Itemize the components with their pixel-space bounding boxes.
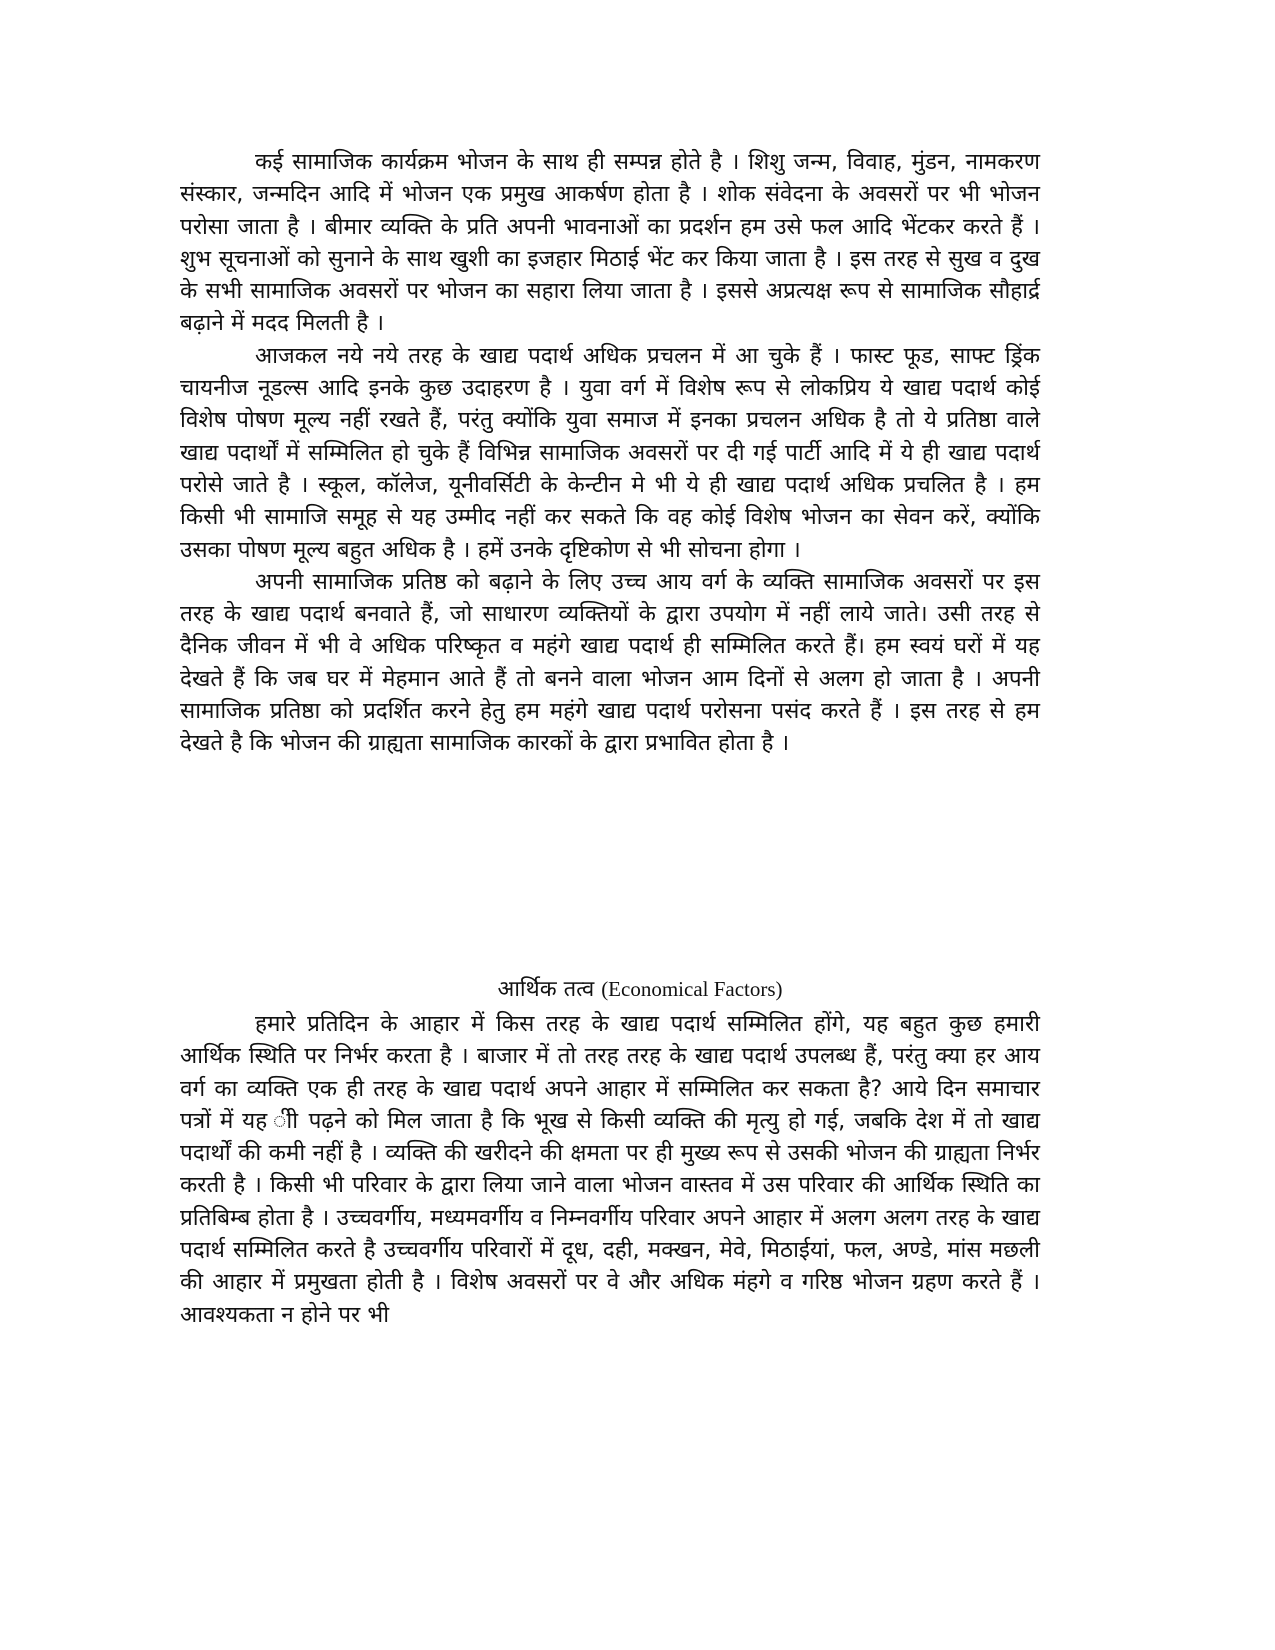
social-factors-section (180, 146, 1040, 760)
economic-factors-section (180, 1008, 1040, 1331)
paragraph-fast-food: आजकल नये नये तरह के खाद्य पदार्थ अधिक प्रचलन में आ चुके हैं । फास्ट फूड, साफ्ट ड्रिंक चायनीज नूडल्स आदि इनके कुछ उदाहरण है । युवा वर्ग में विशेष रूप से लोकप्रिय ये खाद्य पदार्थ कोई विशेष पोषण मूल्य नहीं रखते हैं, परंतु क्योंकि युवा समाज में इनका प्रचलन अधिक है तो ये प्रतिष्ठा वाले खाद्य पदार्थों में सम्मिलित हो चुके हैं विभिन्न सामाजिक अवसरों पर दी गई पार्टी आदि में ये ही खाद्य पदार्थ परोसे जाते है । स्कूल, कॉलेज, यूनीवर्सिटी के केन्टीन मे भी ये ही खाद्य पदार्थ अधिक प्रचलित है । हम किसी भी सामाजि समूह से यह उम्मीद नहीं कर सकते कि वह कोई विशेष भोजन का सेवन करें, क्योंकि उसका पोषण मूल्य बहुत अधिक है । हमें उनके दृष्टिकोण से भी सोचना होगा । (180, 342, 1040, 563)
paragraph-social-prestige: अपनी सामाजिक प्रतिष्ठ को बढ़ाने के लिए उच्च आय वर्ग के व्यक्ति सामाजिक अवसरों पर इस तरह के खाद्य पदार्थ बनवाते हैं, जो साधारण व्यक्तियों के द्वारा उपयोग में नहीं लाये जाते। उसी तरह से दैनिक जीवन में भी वे अधिक परिष्कृत व महंगे खाद्य पदार्थ ही सम्मिलित करते हैं। हम स्वयं घरों में यह देखते हैं कि जब घर में मेहमान आते हैं तो बनने वाला भोजन आम दिनों से अलग हो जाता है । अपनी सामाजिक प्रतिष्ठा को प्रदर्शित करने हेतु हम महंगे खाद्य पदार्थ परोसना पसंद करते हैं । इस तरह से हम देखते है कि भोजन की ग्राह्यता सामाजिक कारकों के द्वारा प्रभावित होता है । (180, 568, 1040, 757)
paragraph-economic-status: हमारे प्रतिदिन के आहार में किस तरह के खाद्य पदार्थ सम्मिलित होंगे, यह बहुत कुछ हमारी आर्थिक स्थिति पर निर्भर करता है । बाजार में तो तरह तरह के खाद्य पदार्थ उपलब्ध हैं, परंतु क्या हर आय वर्ग का व्यक्ति एक ही तरह के खाद्य पदार्थ अपने आहार में सम्मिलित कर सकता है? आये दिन समाचार पत्रों में यह ीी पढ़ने को मिल जाता है कि भूख से किसी व्यक्ति की मृत्यु हो गई, जबकि देश में तो खाद्य पदार्थों की कमी नहीं है । व्यक्ति की खरीदने की क्षमता पर ही मुख्य रूप से उसकी भोजन की ग्राह्यता निर्भर करती है । किसी भी परिवार के द्वारा लिया जाने वाला भोजन वास्तव में उस परिवार की आर्थिक स्थिति का प्रतिबिम्ब होता है । उच्चवर्गीय, मध्यमवर्गीय व निम्नवर्गीय परिवार अपने आहार में अलग अलग तरह के खाद्य पदार्थ सम्मिलित करते है उच्चवर्गीय परिवारों में दूध, दही, मक्खन, मेवे, मिठाईयां, फल, अण्डे, मांस मछली की आहार में प्रमुखता होती है । विशेष अवसरों पर वे और अधिक मंहगे व गरिष्ठ भोजन ग्रहण करते हैं । आवश्यकता न होने पर भी (180, 1011, 1040, 1328)
section-heading (180, 973, 1040, 1006)
heading-hindi: आर्थिक तत्व (497, 977, 595, 1002)
paragraph-social-occasions: कई सामाजिक कार्यक्रम भोजन के साथ ही सम्पन्न होते है । शिशु जन्म, विवाह, मुंडन, नामकरण संस्कार, जन्मदिन आदि में भोजन एक प्रमुख आकर्षण होता है । शोक संवेदना के अवसरों पर भी भोजन परोसा जाता है । बीमार व्यक्ति के प्रति अपनी भावनाओं का प्रदर्शन हम उसे फल आदि भेंटकर करते हैं । शुभ सूचनाओं को सुनाने के साथ खुशी का इजहार मिठाई भेंट कर किया जाता है । इस तरह से सुख व दुख के सभी सामाजिक अवसरों पर भोजन का सहारा लिया जाता है । इससे अप्रत्यक्ष रूप से सामाजिक सौहार्द्र बढ़ाने में मदद मिलती है । (180, 149, 1040, 337)
heading-english: (Economical Factors) (601, 977, 783, 1001)
